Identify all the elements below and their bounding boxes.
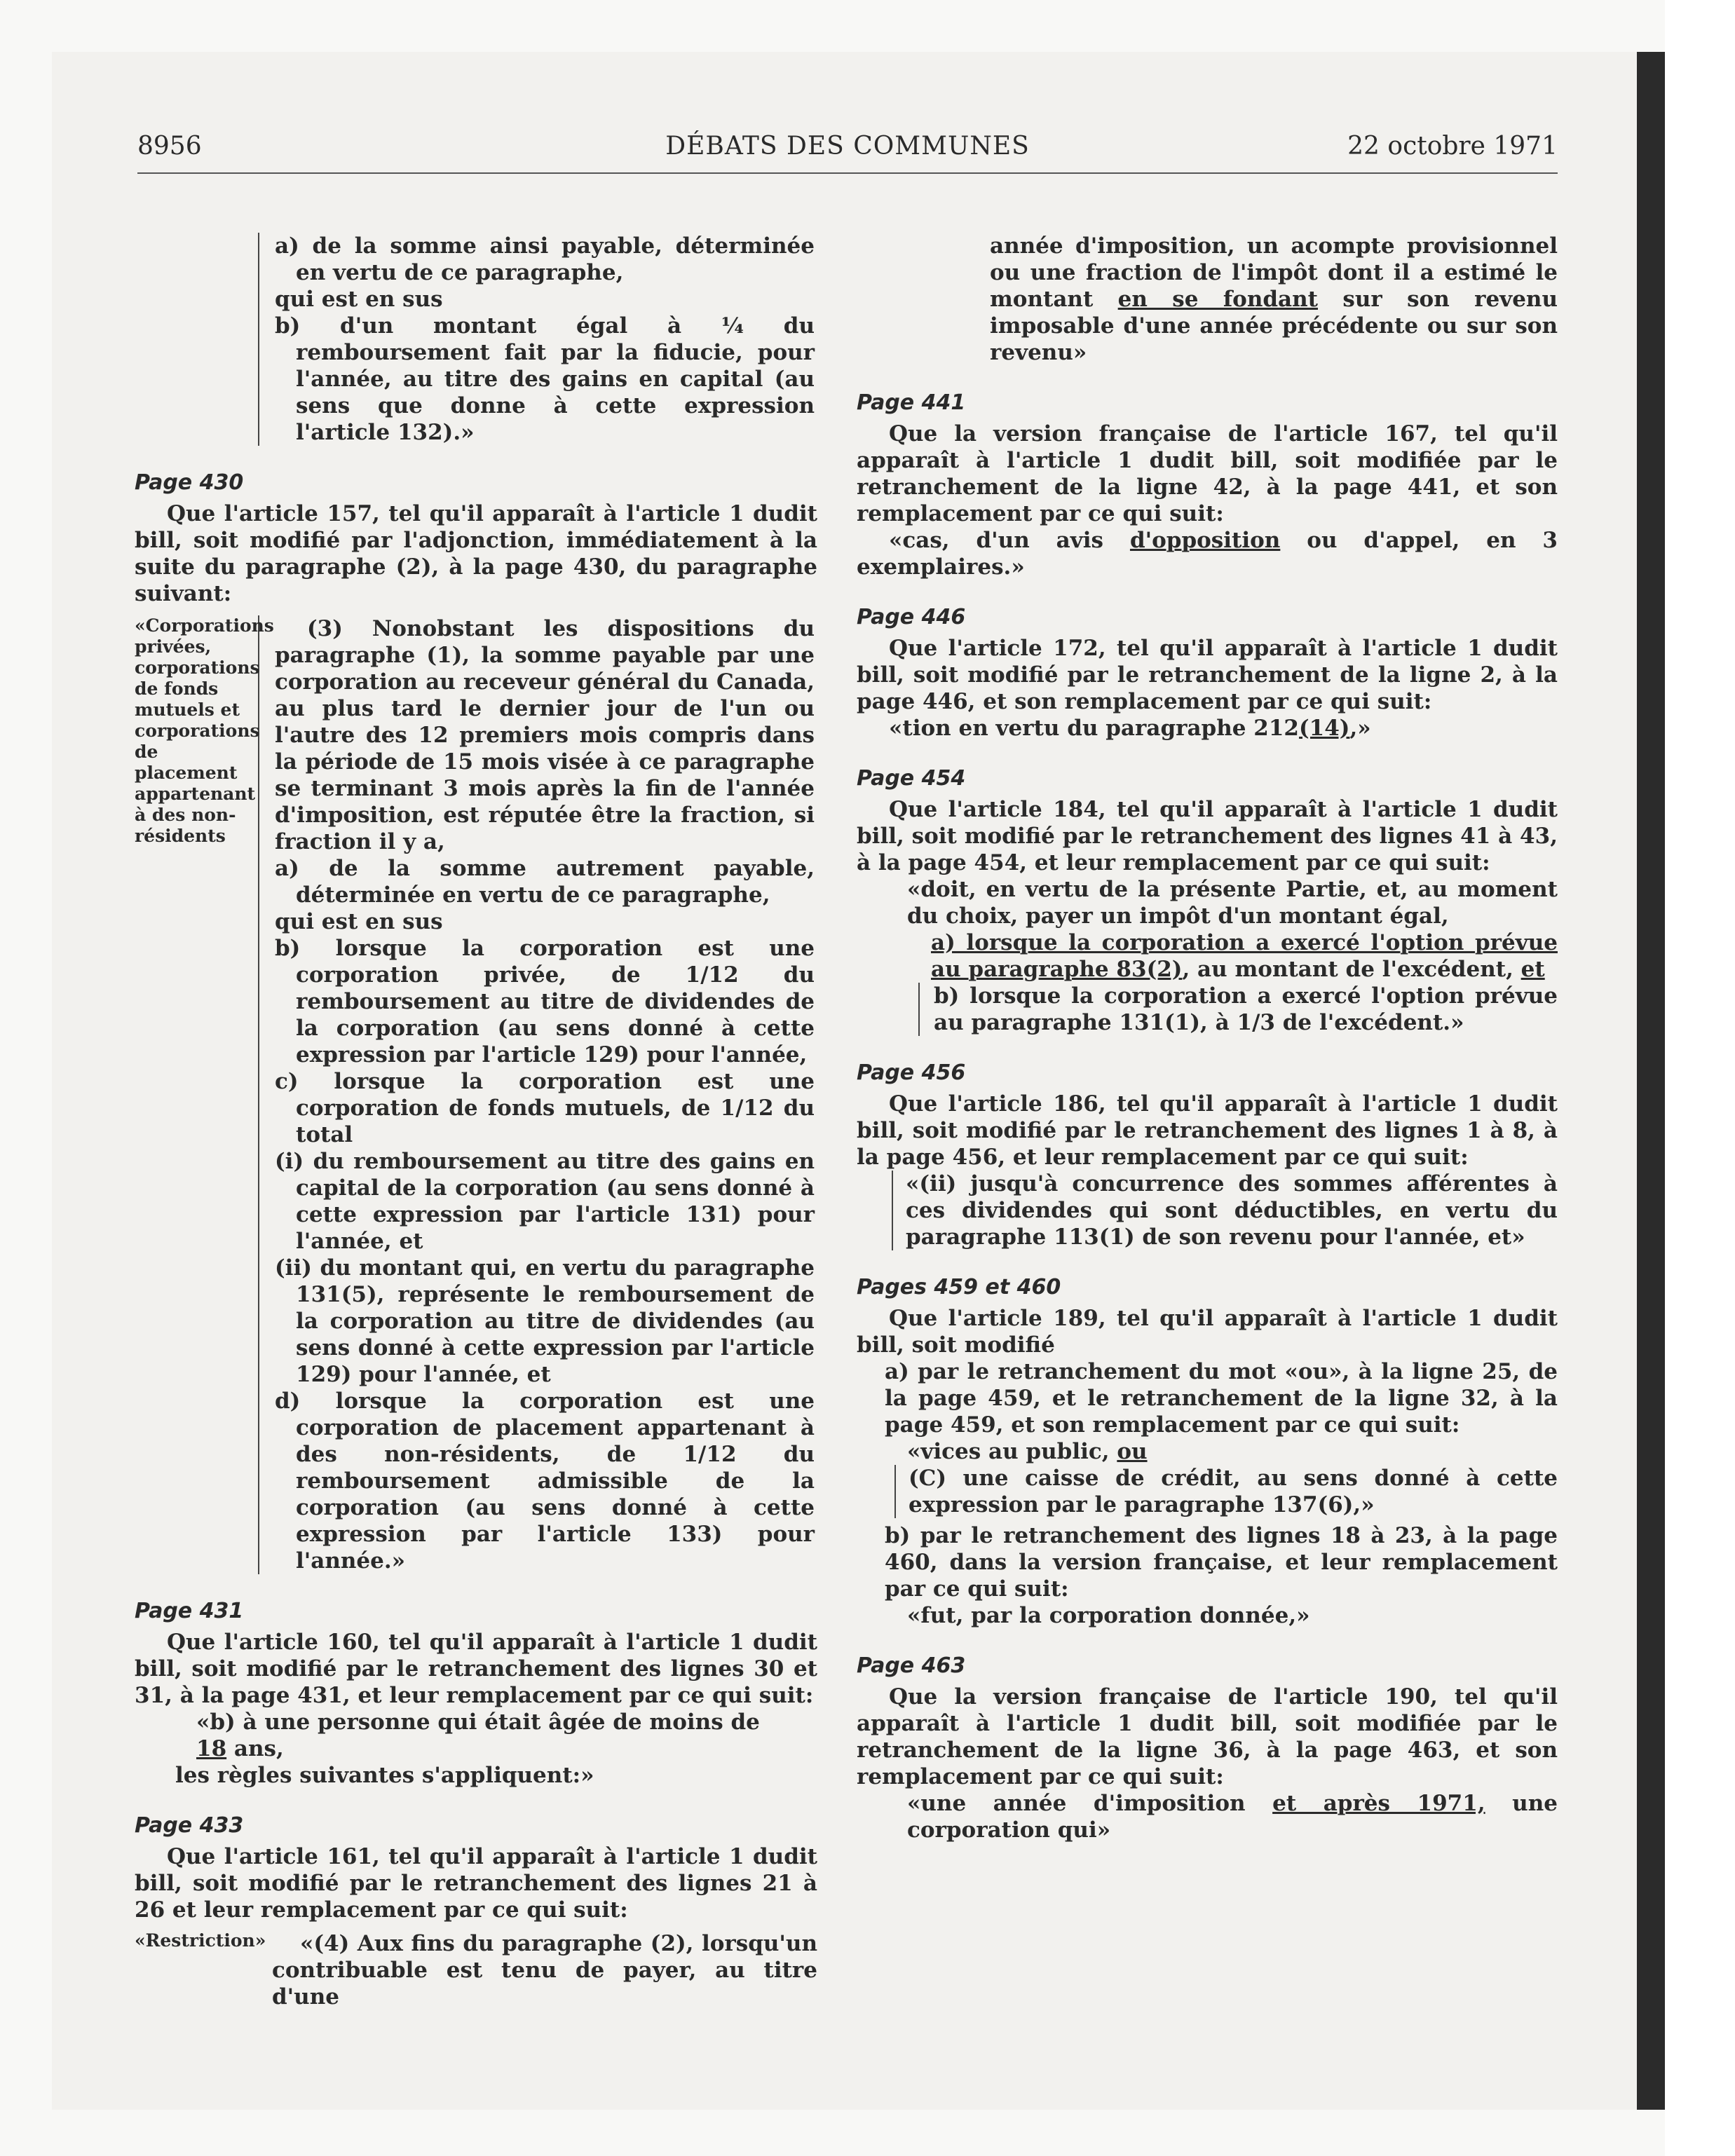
section-heading-page-454: Page 454 — [857, 766, 966, 791]
quote-463-underlined: et après 1971, — [1272, 1791, 1485, 1816]
quote-431-line2: les règles suivantes s'appliquent:» — [175, 1763, 594, 1788]
quote-454-a-mid: , au montant de l'excédent, — [1182, 957, 1521, 982]
quote-446-underlined: (14) — [1298, 716, 1350, 741]
amendment-430 — [135, 615, 817, 1574]
section-heading-page-431: Page 431 — [135, 1599, 244, 1623]
section-heading-page-463: Page 463 — [857, 1653, 966, 1678]
page-date: 22 octobre 1971 — [1347, 132, 1558, 161]
quote-454: «doit, en vertu de la présente Partie, et, au moment du choix, payer un impôt d'un montant égal, — [907, 877, 1558, 929]
continued-text-2: sur son revenu imposable d'une année précédente ou sur son revenu» — [990, 287, 1558, 365]
quote-459 — [857, 1438, 1558, 1465]
quote-431-end: ans, — [226, 1736, 284, 1761]
section-heading-page-446: Page 446 — [857, 605, 966, 629]
section-text-446: Que l'article 172, tel qu'il apparaît à l'article 1 dudit bill, soit modifié par le retranchement de la ligne 2, à la page 446, et son remplacement par ce qui suit: — [857, 636, 1558, 714]
quote-454-a-underlined: a) lorsque la corporation a exercé l'option prévue au paragraphe 83(2) — [931, 930, 1558, 982]
quote-456-block — [892, 1171, 1558, 1250]
section-text-454: Que l'article 184, tel qu'il apparaît à l'article 1 dudit bill, soit modifié par le retranchement des lignes 41 à 43, à la page 454, et leur remplacement par ce qui suit: — [857, 797, 1558, 875]
amendment-433-body: «(4) Aux fins du paragraphe (2), lorsqu'un contribuable est tenu de payer, au titre d'une — [272, 1931, 817, 2010]
amendment-430-para-3: (3) Nonobstant les dispositions du paragraphe (1), la somme payable par une corporation au receveur général du Canada, au plus tard le dernier jour de l'un ou l'autre des 12 premiers mois compris dans la période de 15 mois visée à ce paragraphe se terminant 3 mois après la fin de l'année d'imposition, est réputée être la fraction, si fraction il y a, — [275, 616, 815, 854]
scan-margin-bottom — [0, 2110, 1735, 2156]
amendment-430-item-b: b) lorsque la corporation est une corporation privée, de 1/12 du remboursement au titre de dividendes de la corporation (au sens donné à cette expression par l'article 129) pour l'année, — [275, 936, 815, 1067]
section-heading-page-459-460: Pages 459 et 460 — [857, 1275, 1061, 1299]
amendment-430-qui: qui est en sus — [275, 909, 443, 934]
quote-459-1: «vices au public, — [907, 1439, 1117, 1464]
quote-441-underlined: d'opposition — [1129, 528, 1281, 553]
page-number: 8956 — [137, 132, 202, 161]
amendment-430-body — [258, 615, 815, 1574]
quote-459-b: «fut, par la corporation donnée,» — [907, 1603, 1310, 1628]
quote-454-item-a — [857, 929, 1558, 983]
quote-446-1: «tion en vertu du paragraphe 212 — [889, 716, 1299, 741]
section-heading-page-430: Page 430 — [135, 470, 244, 495]
quote-456: «(ii) jusqu'à concurrence des sommes afférentes à ces dividendes qui sont déductibles, en vertu du paragraphe 113(1) de son revenu pour l'année, et» — [906, 1171, 1558, 1250]
section-heading-page-441: Page 441 — [857, 390, 966, 415]
continued-text-1: année d'imposition, un acompte provisionnel ou une fraction de l'impôt dont il a estimé le montant — [990, 233, 1558, 312]
quote-item-b: b) d'un montant égal à ¼ du remboursement fait par la fiducie, pour l'année, au titre des gains en capital (au sens que donne à cette expression l'article 132).» — [275, 313, 815, 445]
continued-quote — [258, 233, 815, 446]
amendment-430-item-c: c) lorsque la corporation est une corporation de fonds mutuels, de 1/12 du total — [275, 1069, 815, 1147]
section-459-item-b: b) par le retranchement des lignes 18 à 23, à la page 460, dans la version française, et leur remplacement par ce qui suit: — [885, 1523, 1558, 1602]
amendment-430-item-c-i: (i) du remboursement au titre des gains en capital de la corporation (au sens donné à cette expression par l'article 131) pour l'année, et — [275, 1149, 815, 1254]
right-column — [857, 233, 1558, 1843]
left-column — [135, 233, 817, 2010]
section-text-459: Que l'article 189, tel qu'il apparaît à l'article 1 dudit bill, soit modifié — [857, 1306, 1558, 1358]
quote-446-2: ,» — [1349, 716, 1371, 741]
header-rule — [137, 172, 1558, 174]
amendment-430-item-a: a) de la somme autrement payable, déterminée en vertu de ce paragraphe, — [275, 856, 815, 908]
quote-qui: qui est en sus — [275, 287, 443, 312]
section-text-441: Que la version française de l'article 167, tel qu'il apparaît à l'article 1 dudit bill, soit modifiée par le retranchement de la ligne 42, à la page 441, et son remplacement par ce qui suit: — [857, 421, 1558, 526]
quote-431-underlined: 18 — [196, 1736, 227, 1761]
quote-item-a: a) de la somme ainsi payable, déterminée en vertu de ce paragraphe, — [275, 233, 815, 285]
continued-text-underlined: en se fondant — [1117, 287, 1319, 312]
quote-431-text: «b) à une personne qui était âgée de moins de — [196, 1710, 760, 1735]
page-header — [137, 132, 1558, 170]
section-heading-page-456: Page 456 — [857, 1060, 966, 1085]
section-text-430: Que l'article 157, tel qu'il apparaît à l'article 1 dudit bill, soit modifié par l'adjonction, immédiatement à la suite du paragraphe (2), à la page 430, du paragraphe suivant: — [135, 501, 817, 606]
page-title: DÉBATS DES COMMUNES — [665, 132, 1030, 161]
quote-454-item-b-block — [918, 983, 1558, 1036]
quote-463-2: une corporation qui» — [907, 1791, 1558, 1843]
quote-459-item-c: (C) une caisse de crédit, au sens donné à cette expression par le paragraphe 137(6),» — [909, 1466, 1558, 1517]
amendment-433 — [135, 1930, 817, 2010]
amendment-430-item-c-ii: (ii) du montant qui, en vertu du paragraphe 131(5), représente le remboursement de la corporation au titre de dividendes (au sens donné à cette expression par l'article 129) pour l'année, et — [275, 1255, 815, 1387]
quote-459-underlined: ou — [1117, 1439, 1148, 1464]
scan-margin-top — [0, 0, 1735, 52]
scan-margin-right — [1665, 0, 1735, 2156]
quote-454-item-b: b) lorsque la corporation a exercé l'option prévue au paragraphe 131(1), à 1/3 de l'excédent.» — [934, 983, 1558, 1035]
quote-441 — [857, 527, 1558, 580]
scan-margin-left — [0, 0, 52, 2156]
section-text-456: Que l'article 186, tel qu'il apparaît à l'article 1 dudit bill, soit modifié par le retranchement des lignes 1 à 8, à la page 456, et leur remplacement par ce qui suit: — [857, 1091, 1558, 1170]
quote-459-c-block — [894, 1465, 1558, 1518]
section-text-433: Que l'article 161, tel qu'il apparaît à l'article 1 dudit bill, soit modifié par le retranchement des lignes 21 à 26 et leur remplacement par ce qui suit: — [135, 1844, 817, 1923]
section-text-463: Que la version française de l'article 190, tel qu'il apparaît à l'article 1 dudit bill, soit modifiée par le retranchement de la ligne 36, à la page 463, et son remplacement par ce qui suit: — [857, 1684, 1558, 1789]
quote-446 — [857, 715, 1558, 742]
margin-note-433: «Restriction» — [135, 1930, 266, 1951]
margin-note-430: «Corporations privées, corporations de fonds mutuels et corporations de placement appartenant à des non-résidents — [135, 615, 274, 846]
quote-463 — [857, 1790, 1558, 1843]
scan-binding-shadow — [1637, 52, 1665, 2110]
quote-431-line1 — [135, 1709, 817, 1762]
quote-441-2: ou d'appel, en 3 exemplaires.» — [857, 528, 1558, 580]
quote-441-1: «cas, d'un avis — [889, 528, 1130, 553]
section-heading-page-433: Page 433 — [135, 1813, 244, 1838]
quote-454-a-underlined-2: et — [1520, 957, 1545, 982]
section-459-item-a: a) par le retranchement du mot «ou», à la ligne 25, de la page 459, et le retranchement de la ligne 32, à la page 459, et son remplacement par ce qui suit: — [885, 1359, 1558, 1438]
section-text-431: Que l'article 160, tel qu'il apparaît à l'article 1 dudit bill, soit modifié par le retranchement des lignes 30 et 31, à la page 431, et leur remplacement par ce qui suit: — [135, 1630, 817, 1708]
quote-463-1: «une année d'imposition — [907, 1791, 1273, 1816]
amendment-430-item-d: d) lorsque la corporation est une corporation de placement appartenant à des non-résidents, de 1/12 du remboursement admissible de la corporation (au sens donné à cette expression par l'article 133) pour l'année.» — [275, 1389, 815, 1574]
continued-text — [857, 233, 1558, 366]
